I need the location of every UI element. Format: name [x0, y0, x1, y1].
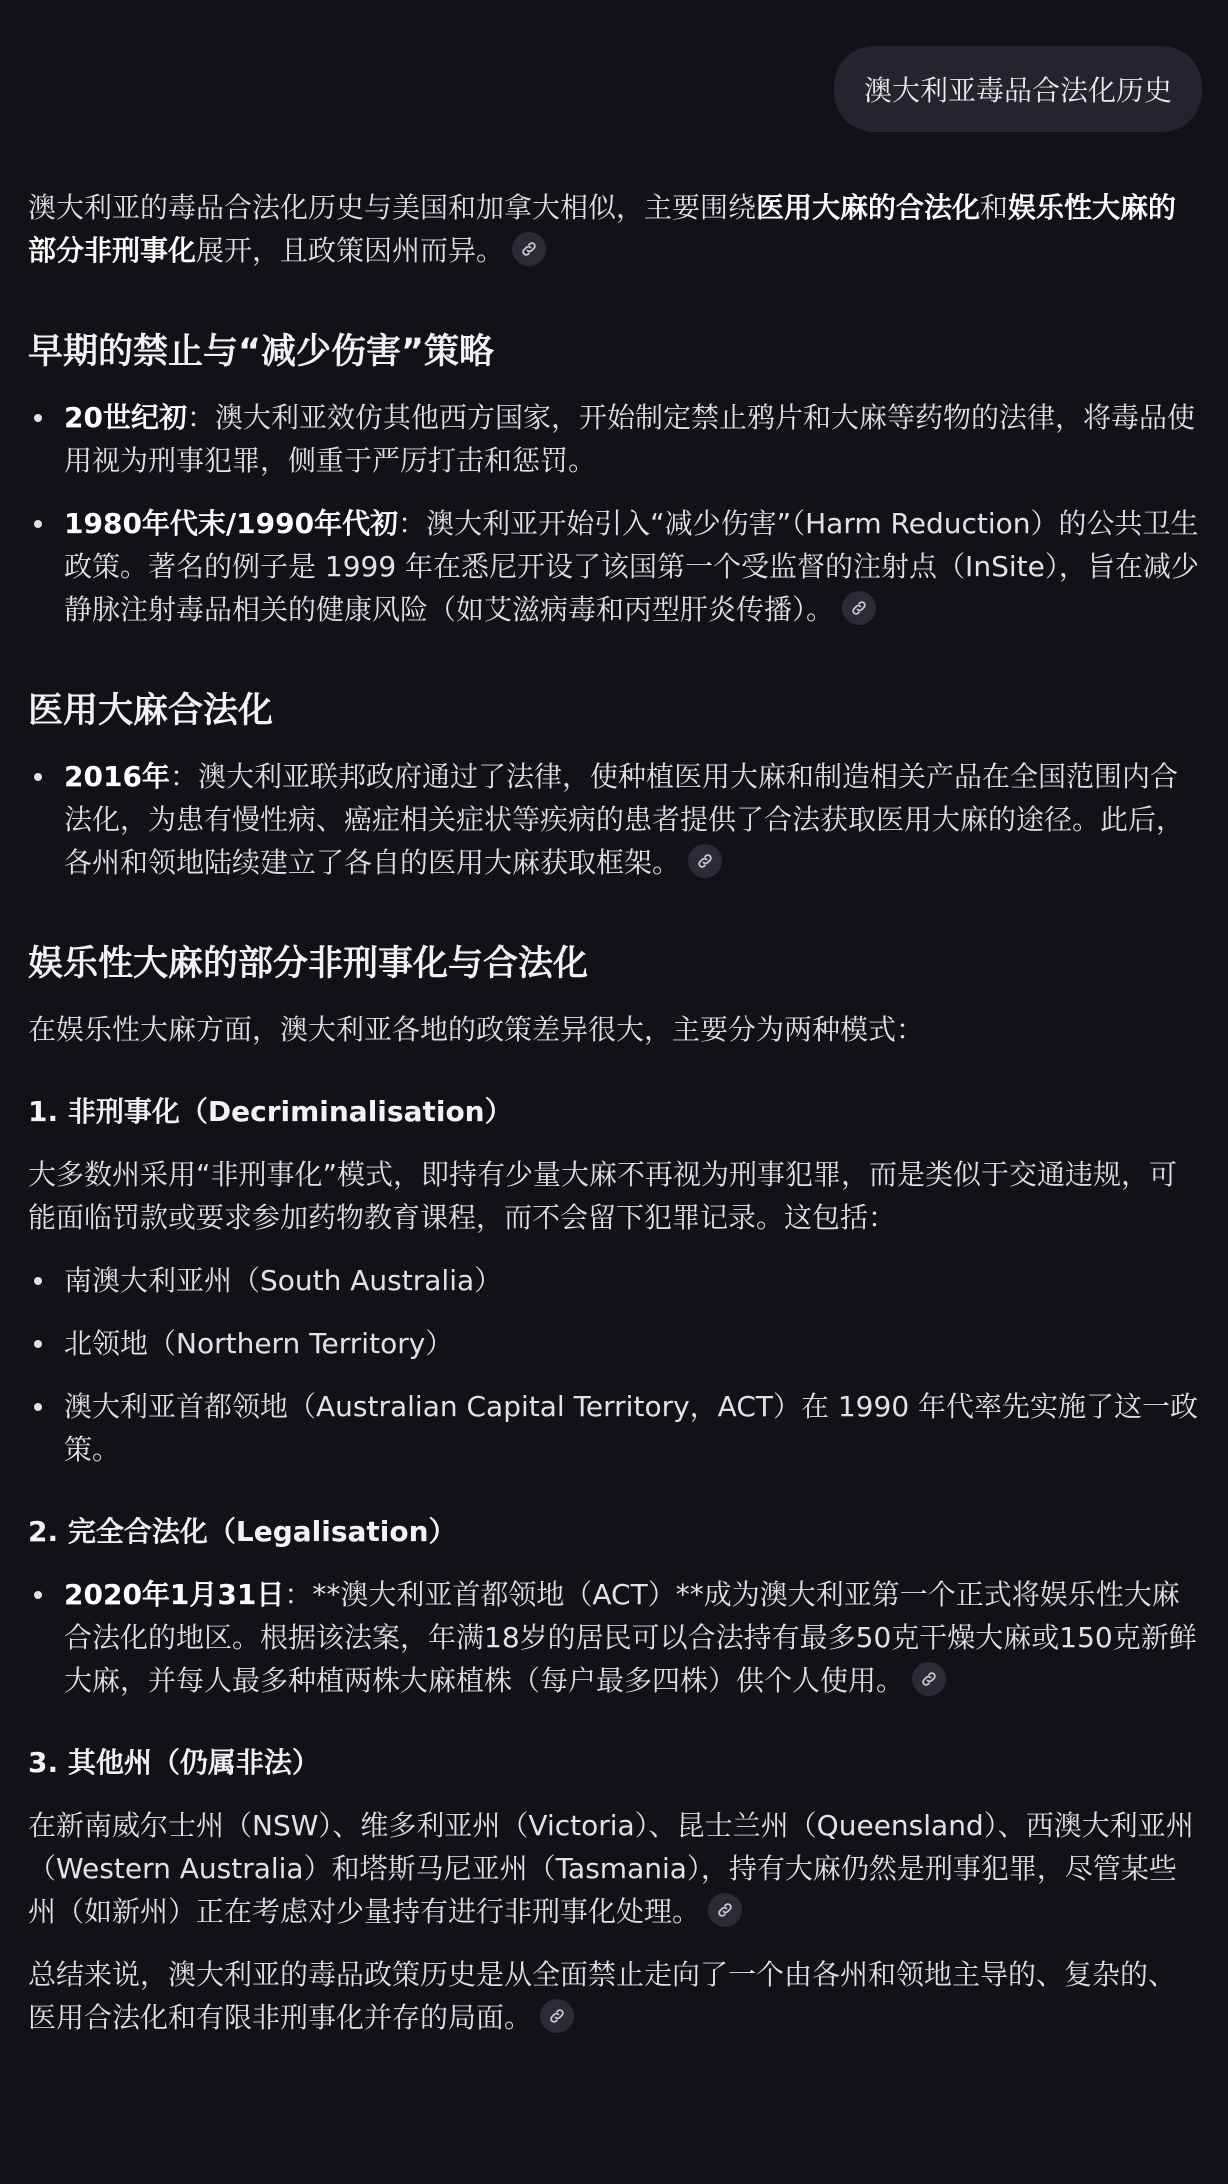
list-item: 南澳大利亚州（South Australia） [28, 1259, 1200, 1302]
link-icon [850, 599, 868, 617]
source-link-button[interactable] [912, 1662, 946, 1696]
intro-text-3: 展开，且政策因州而异。 [196, 234, 505, 267]
item-label: 2016年 [64, 760, 170, 793]
list-item [28, 755, 1200, 884]
item-text: ：澳大利亚效仿其他西方国家，开始制定禁止鸦片和大麻等药物的法律，将毒品使用视为刑事犯罪，侧重于严厉打击和惩罚。 [64, 401, 1195, 477]
link-icon [520, 240, 538, 258]
intro-text-1: 澳大利亚的毒品合法化历史与美国和加拿大相似，主要围绕 [28, 191, 757, 224]
intro-text-2: 和 [980, 191, 1009, 224]
intro-bold-2: 娱乐性大麻的部分非刑事化 [28, 191, 1177, 267]
item-text: ：澳大利亚联邦政府通过了法律，使种植医用大麻和制造相关产品在全国范围内合法化，为患有慢性病、癌症相关症状等疾病的患者提供了合法获取医用大麻的途径。此后，各州和领地陆续建立了各自的医用大麻获取框架。 [64, 760, 1185, 879]
section-heading-medical-cannabis: 医用大麻合法化 [28, 691, 274, 731]
source-link-button[interactable] [708, 1893, 742, 1927]
source-link-button[interactable] [540, 1999, 574, 2033]
source-link-button[interactable] [842, 591, 876, 625]
source-link-button[interactable] [688, 844, 722, 878]
subheading-legalisation: 2. 完全合法化（Legalisation） [28, 1515, 457, 1548]
section1-list [28, 396, 1200, 631]
intro-bold-1: 医用大麻的合法化 [756, 191, 981, 224]
section-heading-recreational-cannabis: 娱乐性大麻的部分非刑事化与合法化 [28, 944, 589, 984]
link-icon [716, 1901, 734, 1919]
legalisation-list [28, 1573, 1200, 1702]
decriminalisation-list [28, 1259, 1200, 1471]
list-item [28, 502, 1200, 631]
summary-text: 总结来说，澳大利亚的毒品政策历史是从全面禁止走向了一个由各州和领地主导的、复杂的、医用合法化和有限非刑事化并存的局面。 [28, 1958, 1177, 2034]
user-message-text: 澳大利亚毒品合法化历史 [863, 74, 1172, 107]
section2-list [28, 755, 1200, 884]
subheading-decriminalisation: 1. 非刑事化（Decriminalisation） [28, 1095, 513, 1128]
intro-paragraph [28, 186, 1200, 272]
item-label: 20世纪初 [64, 401, 187, 434]
user-message-bubble [834, 46, 1202, 132]
item-label: 2020年1月31日 [64, 1578, 285, 1611]
section-heading-early-prohibition: 早期的禁止与“减少伤害”策略 [28, 332, 495, 372]
list-item: 北领地（Northern Territory） [28, 1322, 1200, 1365]
link-icon [920, 1670, 938, 1688]
section3-intro: 在娱乐性大麻方面，澳大利亚各地的政策差异很大，主要分为两种模式： [28, 1013, 925, 1046]
list-item: 澳大利亚首都领地（Australian Capital Territory，ACT）在 1990 年代率先实施了这一政策。 [28, 1385, 1200, 1471]
item-text: ：澳大利亚开始引入“减少伤害”（Harm Reduction）的公共卫生政策。著名的例子是 1999 年在悉尼开设了该国第一个受监督的注射点（InSite），旨在减少静脉注射毒品相关的健康风险（如艾滋病毒和丙型肝炎传播）。 [64, 507, 1199, 626]
summary-paragraph [28, 1953, 1200, 2039]
assistant-response [28, 186, 1200, 2039]
item-text: ：**澳大利亚首都领地（ACT）**成为澳大利亚第一个正式将娱乐性大麻合法化的地区。根据该法案，年满18岁的居民可以合法持有最多50克干燥大麻或150克新鲜大麻，并每人最多种植两株大麻植株（每户最多四株）供个人使用。 [64, 1578, 1197, 1697]
subheading-other-states: 3. 其他州（仍属非法） [28, 1746, 320, 1779]
list-item [28, 396, 1200, 482]
other-states-text [28, 1804, 1200, 1933]
link-icon [696, 852, 714, 870]
decriminalisation-text: 大多数州采用“非刑事化”模式，即持有少量大麻不再视为刑事犯罪，而是类似于交通违规，可能面临罚款或要求参加药物教育课程，而不会留下犯罪记录。这包括： [28, 1158, 1178, 1234]
other-states-body: 在新南威尔士州（NSW）、维多利亚州（Victoria）、昆士兰州（Queensland）、西澳大利亚州（Western Australia）和塔斯马尼亚州（Tasmania），持有大麻仍然是刑事犯罪，尽管某些州（如新州）正在考虑对少量持有进行非刑事化处理。 [28, 1809, 1194, 1928]
list-item [28, 1573, 1200, 1702]
item-label: 1980年代末/1990年代初 [64, 507, 399, 540]
source-link-button[interactable] [512, 232, 546, 266]
link-icon [548, 2007, 566, 2025]
